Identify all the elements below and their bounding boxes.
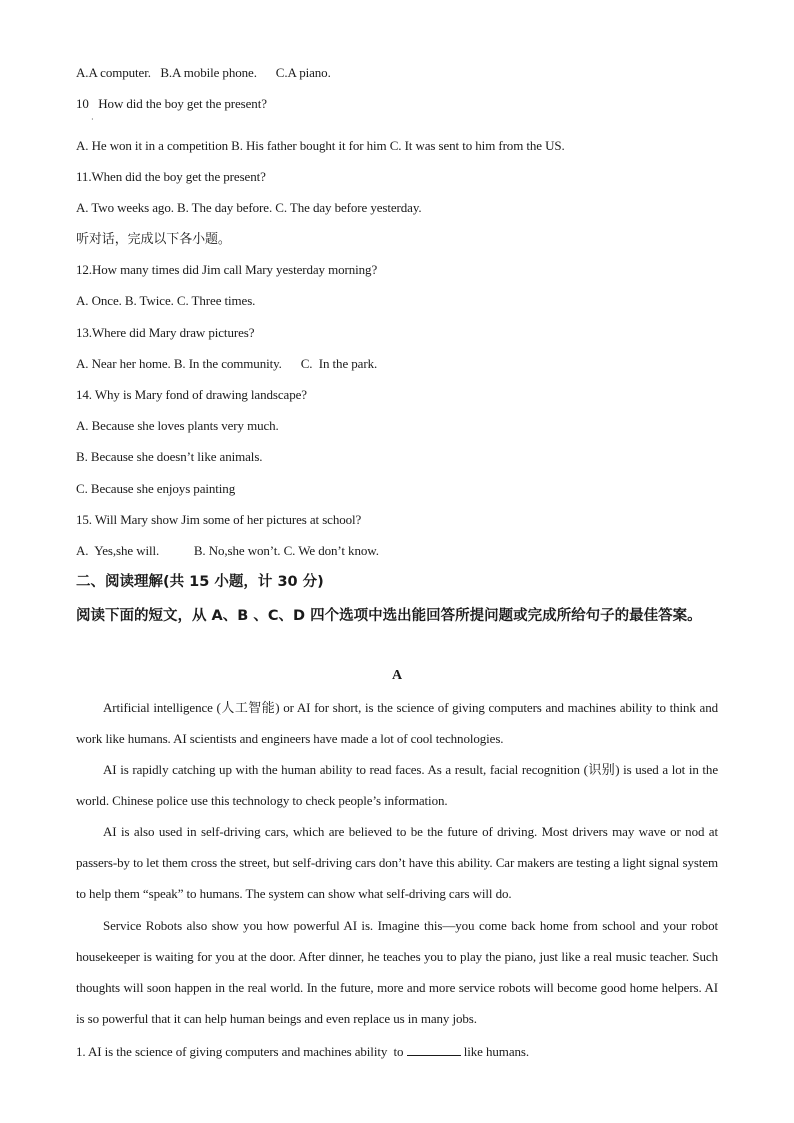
q15-question: 15. Will Mary show Jim some of her pictures at school? xyxy=(76,512,362,527)
stray-dot: · xyxy=(91,115,94,124)
q14-option-b: B. Because she doesn’t like animals. xyxy=(76,449,263,464)
q14-option-a: A. Because she loves plants very much. xyxy=(76,418,279,433)
section-title: 二、阅读理解(共 15 小题，计 30 分) xyxy=(76,574,324,590)
q9-options: A.A computer. B.A mobile phone. C.A piano. xyxy=(76,65,331,80)
reading-instruction: 阅读下面的短文，从 A、B 、C、D 四个选项中选出能回答所提问题或完成所给句子的最佳答案。 xyxy=(76,608,702,624)
q10-options: A. He won it in a competition B. His father bought it for him C. It was sent to him from the US. xyxy=(76,138,565,153)
q14-option-c: C. Because she enjoys painting xyxy=(76,481,236,496)
paragraph-1: Artificial intelligence (人工智能) or AI for short, is the science of giving computers and machines ability to think and work like humans. AI scientists and engineers have made a lot of cool technologies. xyxy=(76,700,718,746)
q14-question: 14. Why is Mary fond of drawing landscape? xyxy=(76,387,307,402)
q1-question xyxy=(76,1043,529,1060)
q13-options: A. Near her home. B. In the community. C. In the park. xyxy=(76,356,378,371)
q10-question: 10 How did the boy get the present? xyxy=(76,96,267,111)
q11-question: 11.When did the boy get the present? xyxy=(76,169,266,184)
passage-label: A xyxy=(391,668,403,683)
q15-options: A. Yes,she will. B. No,she won’t. C. We don’t know. xyxy=(76,543,379,558)
q13-question: 13.Where did Mary draw pictures? xyxy=(76,325,255,340)
q12-options: A. Once. B. Twice. C. Three times. xyxy=(76,293,256,308)
paragraph-2: AI is rapidly catching up with the human ability to read faces. As a result, facial recognition (识别) is used a lot in the world. Chinese police use this technology to check people’s information. xyxy=(76,762,718,808)
paragraph-3: AI is also used in self-driving cars, which are believed to be the future of driving. Most drivers may wave or nod at passers-by to let them cross the street, but self-driving cars don’t have this ability. Car makers are testing a light signal system to help them “speak” to humans. The system can show what self-driving cars will do. xyxy=(76,824,718,901)
q1-answer-blank[interactable] xyxy=(407,1043,461,1056)
q1-text-after: like humans. xyxy=(460,1044,529,1059)
paragraph-4: Service Robots also show you how powerful AI is. Imagine this—you come back home from school and your robot housekeeper is waiting for you at the door. After dinner, he teaches you to play the piano, just like a real music teacher. Such thoughts will soon happen in the real world. In the future, more and more service robots will become good home helpers. AI is so powerful that it can help human beings and even replace us in many jobs. xyxy=(76,918,718,1026)
q12-question: 12.How many times did Jim call Mary yesterday morning? xyxy=(76,262,378,277)
q1-text-before: 1. AI is the science of giving computers and machines ability to xyxy=(76,1044,407,1059)
q11-options: A. Two weeks ago. B. The day before. C. The day before yesterday. xyxy=(76,200,422,215)
dialogue-instruction: 听对话，完成以下各小题。 xyxy=(76,231,231,246)
